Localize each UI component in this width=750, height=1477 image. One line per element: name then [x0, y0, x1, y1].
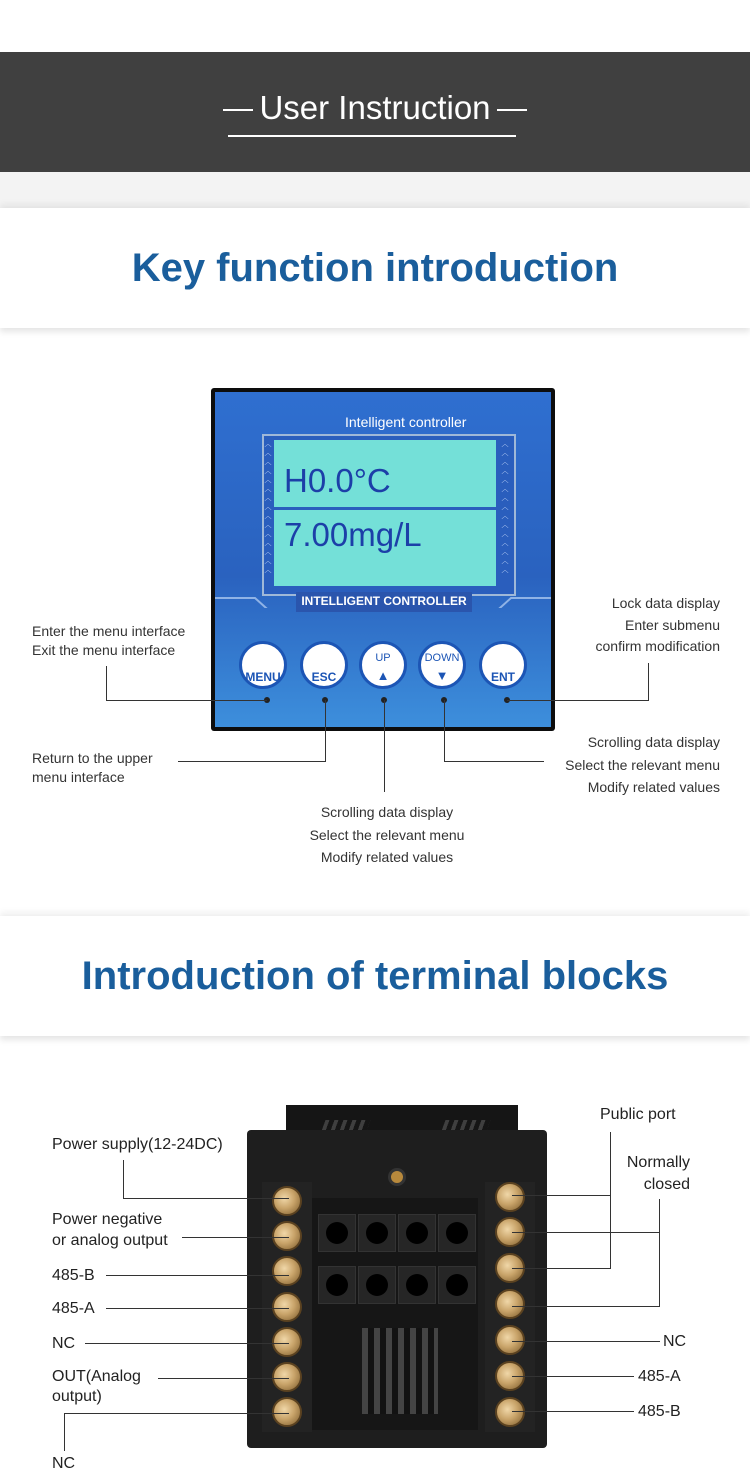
- terminal-screw-icon: [495, 1289, 525, 1319]
- chevrons-right-icon: ︿ ︿ ︿ ︿ ︿ ︿ ︿ ︿ ︿ ︿ ︿ ︿ ︿ ︿ ︿: [501, 441, 509, 574]
- term-label-nc: NC: [52, 1335, 76, 1352]
- socket-hole: [366, 1222, 388, 1244]
- up-note: [287, 801, 487, 869]
- spacer-strip: [0, 172, 750, 208]
- menu-note-line: Exit the menu interface: [32, 642, 176, 658]
- term-label-negative: Power negative: [52, 1211, 163, 1228]
- ent-leader-h: [507, 700, 649, 701]
- chevrons-left-icon: ︿ ︿ ︿ ︿ ︿ ︿ ︿ ︿ ︿ ︿ ︿ ︿ ︿ ︿ ︿: [264, 441, 272, 574]
- right-485b-leader: [512, 1411, 634, 1412]
- ent-note-line: Enter submenu: [625, 616, 720, 633]
- down-note-line: Scrolling data display: [587, 734, 720, 750]
- menu-leader-v: [106, 666, 107, 701]
- socket-hole: [446, 1222, 468, 1244]
- mount-screw-icon: [388, 1168, 406, 1186]
- negative-leader: [182, 1237, 289, 1238]
- right-nc-leader: [512, 1341, 660, 1342]
- menu-leader-h: [106, 700, 267, 701]
- terminal-screw-icon: [272, 1221, 302, 1251]
- up-note-line: Scrolling data display: [320, 804, 454, 820]
- out-leader: [158, 1378, 289, 1379]
- right-485a-leader: [512, 1376, 634, 1377]
- power-leader-v: [123, 1160, 124, 1199]
- term-label-power: Power supply(12-24DC): [52, 1136, 223, 1153]
- nc-bottom-leader-v: [64, 1413, 65, 1451]
- esc-note: [32, 749, 153, 787]
- down-note-line: Select the relevant menu: [565, 756, 720, 773]
- terminal-screw-icon: [272, 1292, 302, 1322]
- term-label-normally: Normally: [626, 1154, 690, 1171]
- menu-note: [32, 622, 185, 660]
- term-label-right-nc: NC: [663, 1333, 687, 1350]
- header-title-text: User Instruction: [259, 89, 491, 126]
- ent-note-line: Lock data display: [611, 595, 720, 611]
- nc-relay-leader-h1: [512, 1232, 660, 1233]
- terminal-screw-icon: [272, 1327, 302, 1357]
- esc-leader-h: [178, 761, 326, 762]
- key-function-title: Key function introduction: [131, 246, 619, 290]
- down-leader-v: [444, 700, 445, 762]
- menu-note-line: Enter the menu interface: [32, 623, 186, 639]
- term-label-485b: 485-B: [52, 1267, 95, 1284]
- term-label-closed: closed: [643, 1176, 690, 1193]
- terminal-screw-icon: [272, 1397, 302, 1427]
- terminal-screw-icon: [495, 1182, 525, 1212]
- ent-button-label: ENT: [491, 670, 515, 684]
- socket-hole: [406, 1274, 428, 1296]
- nc-relay-leader-v: [659, 1199, 660, 1307]
- socket-hole: [366, 1274, 388, 1296]
- socket-hole: [326, 1274, 348, 1296]
- terminal-screw-icon: [272, 1186, 302, 1216]
- up-button-label: UP: [375, 652, 391, 664]
- lcd-temperature: H0.0°C: [284, 462, 391, 499]
- term-label-out-2: output): [52, 1388, 102, 1405]
- down-triangle-icon: ▼: [435, 668, 449, 683]
- 485a-leader: [106, 1308, 289, 1309]
- nc-relay-leader-h2: [512, 1306, 660, 1307]
- up-note-line: Modify related values: [320, 849, 454, 865]
- term-label-public: Public port: [600, 1106, 676, 1123]
- power-leader-h: [123, 1198, 289, 1199]
- term-label-right-485a: 485-A: [638, 1368, 681, 1385]
- 485b-leader: [106, 1275, 289, 1276]
- down-note: [520, 731, 720, 799]
- up-note-line: Select the relevant menu: [309, 826, 465, 843]
- terminal-screw-icon: [495, 1325, 525, 1355]
- brand-label: INTELLIGENT CONTROLLER: [301, 594, 467, 608]
- term-label-out: OUT(Analog: [52, 1368, 141, 1385]
- menu-button-label: MENU: [245, 670, 281, 684]
- down-note-line: Modify related values: [587, 779, 720, 795]
- ent-leader-v: [648, 663, 649, 701]
- term-label-nc-bottom: NC: [52, 1455, 76, 1472]
- header-underline: [228, 135, 516, 137]
- esc-button-label: ESC: [311, 670, 337, 684]
- terminal-screw-icon: [495, 1397, 525, 1427]
- lcd-reading: 7.00mg/L: [284, 516, 422, 553]
- lcd-separator: [274, 507, 496, 510]
- nc-leader: [85, 1343, 289, 1344]
- term-label-right-485b: 485-B: [638, 1403, 681, 1420]
- socket-hole: [406, 1222, 428, 1244]
- esc-note-line: menu interface: [32, 769, 125, 785]
- public-leader-h2: [512, 1268, 611, 1269]
- terminal-screw-icon: [272, 1256, 302, 1286]
- up-triangle-icon: ▲: [376, 668, 390, 683]
- title-dash-left: [223, 109, 253, 111]
- down-button-label: DOWN: [424, 652, 460, 664]
- esc-leader-v: [325, 700, 326, 761]
- socket-hole: [326, 1222, 348, 1244]
- bottom-vent: [362, 1328, 438, 1414]
- ent-note: [520, 593, 720, 658]
- nc-bottom-leader-h: [64, 1413, 289, 1414]
- ent-note-line: confirm modification: [595, 638, 720, 654]
- esc-note-line: Return to the upper: [32, 750, 153, 766]
- public-leader-h1: [512, 1195, 611, 1196]
- socket-hole: [446, 1274, 468, 1296]
- terminal-title: Introduction of terminal blocks: [81, 954, 669, 998]
- title-dash-right: [497, 109, 527, 111]
- term-label-485a: 485-A: [52, 1300, 95, 1317]
- terminal-screw-icon: [272, 1362, 302, 1392]
- header-title: [0, 88, 750, 128]
- term-label-analog: or analog output: [52, 1232, 168, 1249]
- controller-title: Intelligent controller: [345, 414, 467, 430]
- up-leader-v: [384, 700, 385, 792]
